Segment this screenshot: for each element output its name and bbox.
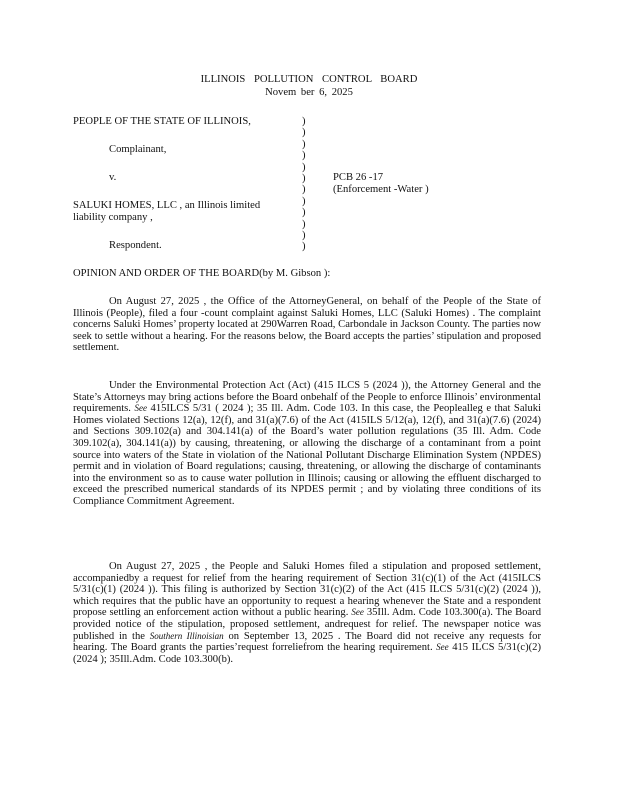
paragraph-3-text-d: 415 ILCS 5/31(c)(2) (2024 ); 35Ill.Adm. Code 103.300(b). [73,642,541,665]
caption-defendant-line2: liability company , [73,212,153,223]
agency-title: ILLINOIS POLLUTION CONTROL BOARD [200,74,418,85]
paragraph-3-text-a: On August 27, 2025 , the People and Saluki Homes filed a stipulation and proposed settlement, accompaniedby a request for relief from the hearing requirement of Section 31(c)(1) of the Act (415ILCS 5/31(c)(1) (2024 )). This filing is authorized by Section 31(c)(2) of the Act (415 ILCS 5/31(c)(2) (2024 )), which requires that the public have an opportunity to request a hearing whenever the State and a respondent propose settling an enforcement action without a public hearing. [73,561,541,619]
paragraph-2 [73,380,541,508]
document-date: Novem ber 6, 2025 [265,87,353,98]
opinion-heading: OPINION AND ORDER OF THE BOARD(by M. Gibson ): [73,268,331,279]
paragraph-3 [73,561,541,665]
caption-plaintiff: PEOPLE OF THE STATE OF ILLINOIS, [73,116,251,127]
paragraph-2-text-b: 415ILCS 5/31 ( 2024 ); 35 Ill. Adm. Code 103. In this case, the Peoplealleg e that Saluki Homes violated Sections 12(a), 12(f), and 31(a)(7.6) of the Act (415ILS 5/12(a), 12(f), and 31(a)(7.6) (2024) and Sections 309.102(a) and 304.141(a) of the Board’s water pollution regulations (35 Ill. Adm. Code 309.102(a), 304.141(a)) by causing, threatening, or allowing the discharge of a contaminant from a point source into waters of the State in violation of the National Pollutant Discharge Elimination System (NPDES) permit and in violation of Board regulations; causing, threatening, or allowing the discharge of contaminants into the environment so as to cause water pollution in Illinois; causing or allowing the effluent discharged to exceed the prescribed numerical standards of its NPDES permit ; and by violating three conditions of its Compliance Commitment Agreement. [73,403,542,507]
case-number: PCB 26 -17 [333,172,384,183]
paren: ) [302,218,306,230]
paren: ) [302,184,306,196]
paragraph-2-text-a: Under the Environmental Protection Act (Act) (415 ILCS 5 (2024 )), the Attorney General and the State’s Attorneys may bring actions before the Board onbehalf of the People to enforce Illinois’ environmental requirements. [73,380,541,415]
caption-parenthesis-column [302,116,312,253]
paren: ) [302,207,306,219]
paren: ) [302,229,306,241]
caption-complainant-label: Complainant, [109,144,167,155]
see-signal: See [134,403,147,414]
paren: ) [302,150,306,162]
newspaper-name: Southern Illinoisian [149,630,224,641]
paren: ) [302,241,306,253]
paren: ) [302,172,306,184]
paragraph-1-text: On August 27, 2025 , the Office of the AttorneyGeneral, on behalf of the People of the State of Illinois (People), filed a four -count complaint against Saluki Homes, LLC (Saluki Homes) . The complaint concerns Saluki Homes’ property located at 290Warren Road, Carbondale in Jackson County. The parties now seek to settle without a hearing. For the reasons below, the Board accepts the parties’ stipulation and proposed settlement. [73,296,541,354]
caption-respondent-label: Respondent. [109,240,162,251]
see-signal: See [436,642,449,653]
caption-versus: v. [109,172,117,183]
paren: ) [302,161,306,173]
caption-defendant-line1: SALUKI HOMES, LLC , an Illinois limited [73,200,261,211]
paragraph-3-text-c: on September 13, 2025 . The Board did not receive any requests for hearing. The Board grants the parties’request forreliefrom the hearing requirement. [73,630,542,654]
paren: ) [302,195,306,207]
paren: ) [302,116,306,127]
see-signal: See [351,607,364,618]
paragraph-1 [73,296,541,354]
case-type: (Enforcement -Water ) [333,184,429,195]
paren: ) [302,127,306,139]
paren: ) [302,138,306,150]
paragraph-3-text-b: 35Ill. Adm. Code 103.300(a). The Board provided notice of the stipulation, proposed settlement, andrequest for relief. The newspaper notice was published in the [73,607,541,642]
